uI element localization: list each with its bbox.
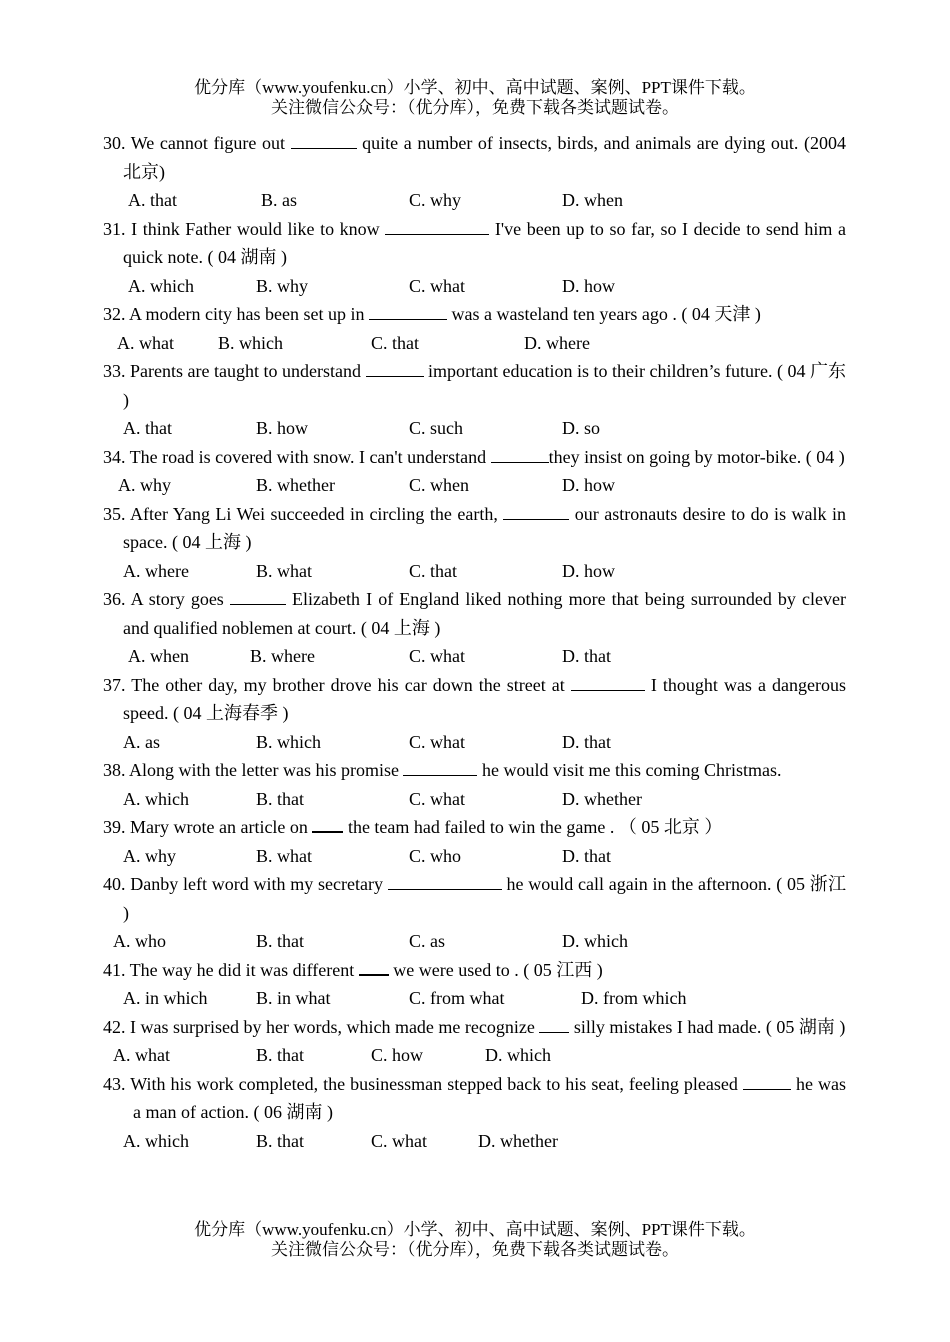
option-d: D. so	[562, 418, 601, 438]
options-row	[103, 842, 846, 871]
question-list	[103, 129, 846, 1155]
option-b: B. that	[256, 931, 304, 951]
question-31	[103, 215, 846, 301]
option-a: A. which	[128, 275, 194, 296]
option-a: A. which	[123, 788, 189, 809]
question-34	[103, 443, 846, 500]
option-b: B. as	[261, 190, 297, 210]
option-c: C. such	[409, 418, 463, 438]
question-stem: 34. The road is covered with snow. I can't understand they insist on going by motor-bike. ( 04 )	[103, 446, 845, 467]
page-footer	[0, 1220, 950, 1260]
options-row	[103, 984, 846, 1013]
question-stem: 36. A story goes Elizabeth I of England liked nothing more that being surrounded by clever and qualified noblemen at court. ( 04 上海 )	[103, 589, 846, 638]
options-row	[103, 414, 846, 443]
question-stem: 38. Along with the letter was his promise he would visit me this coming Christmas.	[103, 760, 782, 780]
option-d: D. whether	[478, 1130, 558, 1151]
option-a: A. that	[123, 418, 172, 438]
question-30	[103, 129, 846, 215]
option-b: B. in what	[256, 988, 331, 1008]
options-row	[103, 785, 846, 814]
option-c: C. what	[371, 1130, 427, 1151]
question-stem: 35. After Yang Li Wei succeeded in circling the earth, our astronauts desire to do is walk in space. ( 04 上海 )	[103, 503, 846, 552]
answer-blank	[366, 360, 424, 377]
option-a: A. who	[113, 931, 166, 951]
option-b: B. what	[256, 845, 312, 866]
header-line-2: 关注微信公众号：（优分库），免费下载各类试题试卷。	[271, 98, 679, 117]
answer-blank	[230, 588, 286, 605]
option-d: D. that	[562, 646, 611, 666]
header-line-1: 优分库（www.youfenku.cn）小学、初中、高中试题、案例、PPT课件下载。	[194, 78, 756, 97]
option-a: A. why	[123, 845, 176, 866]
question-43	[103, 1070, 846, 1156]
question-stem: 43. With his work completed, the businessman stepped back to his seat, feeling pleased he was a man of action. ( 06 湖南 )	[103, 1073, 846, 1122]
option-a: A. that	[128, 190, 177, 210]
page-header	[0, 78, 950, 118]
options-row	[103, 1041, 846, 1070]
option-a: A. what	[113, 1045, 170, 1065]
option-c: C. what	[409, 788, 465, 809]
answer-blank	[359, 958, 389, 976]
question-38	[103, 756, 846, 813]
option-c: C. as	[409, 931, 445, 951]
option-a: A. as	[123, 731, 160, 752]
option-c: C. from what	[409, 988, 505, 1008]
question-41	[103, 956, 846, 1013]
options-row	[103, 1127, 846, 1156]
question-stem: 39. Mary wrote an article on the team had failed to win the game . （ 05 北京 ）	[103, 817, 723, 837]
options-row	[103, 557, 846, 586]
answer-blank	[388, 873, 502, 890]
option-a: A. which	[123, 1130, 189, 1151]
question-42	[103, 1013, 846, 1070]
option-c: C. when	[409, 475, 469, 495]
answer-blank	[539, 1016, 569, 1033]
answer-blank	[743, 1073, 791, 1090]
footer-line-2: 关注微信公众号：（优分库），免费下载各类试题试卷。	[271, 1240, 679, 1259]
option-b: B. that	[256, 1045, 304, 1065]
answer-blank	[403, 759, 477, 776]
option-d: D. how	[562, 275, 615, 296]
option-d: D. how	[562, 475, 615, 495]
options-row	[103, 728, 846, 757]
option-d: D. which	[485, 1045, 551, 1065]
options-row	[103, 927, 846, 956]
question-stem: 32. A modern city has been set up in was a wasteland ten years ago . ( 04 天津 )	[103, 304, 761, 324]
question-35	[103, 500, 846, 586]
question-stem: 40. Danby left word with my secretary he would call again in the afternoon. ( 05 浙江 )	[103, 874, 847, 923]
answer-blank	[503, 503, 569, 520]
answer-blank	[571, 674, 645, 691]
answer-blank	[312, 815, 343, 833]
option-b: B. which	[256, 731, 321, 752]
option-d: D. that	[562, 731, 611, 752]
answer-blank	[369, 303, 447, 320]
question-stem: 37. The other day, my brother drove his car down the street at I thought was a dangerous speed. ( 04 上海春季 )	[103, 674, 846, 723]
answer-blank	[491, 446, 549, 463]
question-stem: 41. The way he did it was different we were used to . ( 05 江西 )	[103, 959, 603, 980]
option-b: B. what	[256, 560, 312, 581]
question-37	[103, 671, 846, 757]
option-a: A. what	[117, 332, 174, 353]
question-stem: 33. Parents are taught to understand important education is to their children’s future. ( 04 广东 )	[103, 361, 847, 410]
option-b: B. whether	[256, 475, 335, 495]
option-a: A. in which	[123, 988, 208, 1008]
option-b: B. why	[256, 275, 309, 296]
footer-line-1: 优分库（www.youfenku.cn）小学、初中、高中试题、案例、PPT课件下载。	[194, 1220, 756, 1239]
question-32	[103, 300, 846, 357]
option-c: C. that	[409, 560, 457, 581]
options-row	[103, 272, 846, 301]
option-b: B. which	[218, 332, 283, 353]
question-stem: 30. We cannot figure out quite a number of insects, birds, and animals are dying out. (2004 北京)	[103, 133, 846, 182]
option-d: D. how	[562, 560, 615, 581]
option-b: B. where	[250, 646, 315, 666]
option-b: B. that	[256, 788, 304, 809]
option-d: D. which	[562, 931, 628, 951]
option-d: D. whether	[562, 788, 642, 809]
option-a: A. why	[118, 475, 171, 495]
option-d: D. when	[562, 190, 623, 210]
answer-blank	[291, 132, 357, 149]
option-c: C. what	[409, 646, 465, 666]
options-row	[103, 329, 846, 358]
answer-blank	[385, 218, 489, 235]
option-c: C. that	[371, 332, 419, 353]
question-stem: 42. I was surprised by her words, which made me recognize silly mistakes I had made. ( 05 湖南 )	[103, 1016, 846, 1037]
option-c: C. who	[409, 845, 462, 866]
option-c: C. how	[371, 1045, 424, 1065]
options-row	[103, 471, 846, 500]
question-40	[103, 870, 846, 956]
question-stem: 31. I think Father would like to know I've been up to so far, so I decide to send him a quick note. ( 04 湖南 )	[103, 218, 846, 267]
option-d: D. that	[562, 845, 611, 866]
option-c: C. what	[409, 731, 465, 752]
question-36	[103, 585, 846, 671]
option-b: B. how	[256, 418, 309, 438]
question-39	[103, 813, 846, 870]
option-d: D. where	[524, 332, 590, 353]
option-b: B. that	[256, 1130, 304, 1151]
options-row	[103, 642, 846, 671]
question-33	[103, 357, 846, 443]
option-a: A. when	[128, 646, 189, 666]
options-row	[103, 186, 846, 215]
option-a: A. where	[123, 560, 189, 581]
option-d: D. from which	[581, 988, 687, 1008]
option-c: C. why	[409, 190, 462, 210]
option-c: C. what	[409, 275, 465, 296]
